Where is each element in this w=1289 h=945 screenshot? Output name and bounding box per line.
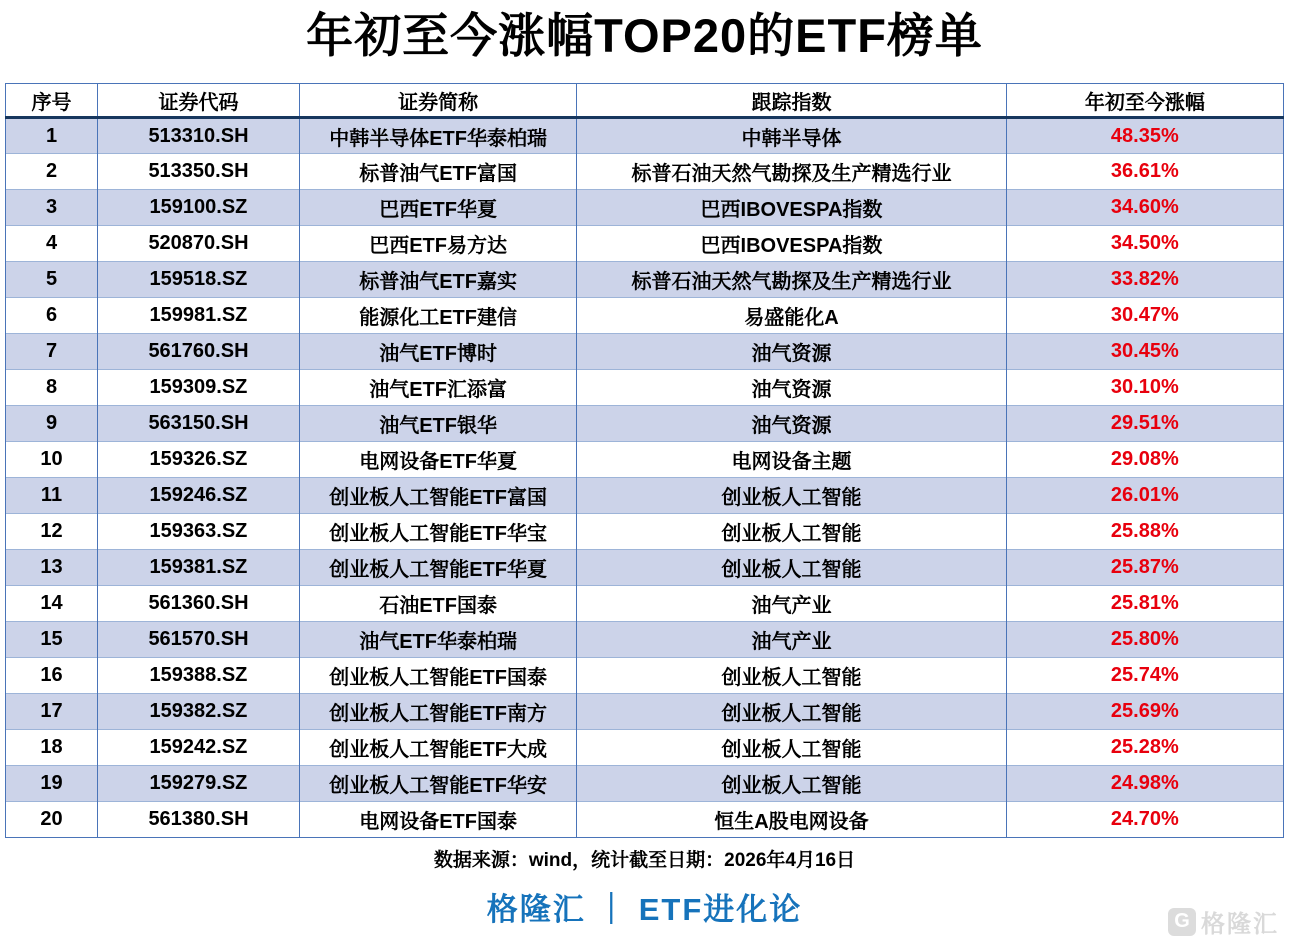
table-cell-r15-c4: 25.80% — [1006, 622, 1283, 658]
table-cell-r10-c2: 电网设备ETF华夏 — [299, 442, 576, 478]
table-row-20 — [6, 802, 1284, 838]
table-cell-r10-c4: 29.08% — [1006, 442, 1283, 478]
table-row-11 — [6, 478, 1284, 514]
table-cell-r3-c0: 3 — [6, 190, 98, 226]
table-cell-r8-c2: 油气ETF汇添富 — [299, 370, 576, 406]
table-cell-r1-c4: 48.35% — [1006, 118, 1283, 154]
table-cell-r18-c3: 创业板人工智能 — [577, 730, 1006, 766]
table-cell-r7-c3: 油气资源 — [577, 334, 1006, 370]
table-cell-r16-c3: 创业板人工智能 — [577, 658, 1006, 694]
gelonghui-watermark-text: 格隆汇 — [1201, 911, 1279, 938]
table-cell-r19-c2: 创业板人工智能ETF华安 — [299, 766, 576, 802]
brand-line — [0, 884, 1289, 929]
table-cell-r14-c4: 25.81% — [1006, 586, 1283, 622]
table-cell-r11-c4: 26.01% — [1006, 478, 1283, 514]
table-cell-r11-c0: 11 — [6, 478, 98, 514]
column-header-3: 跟踪指数 — [577, 84, 1006, 118]
table-row-16 — [6, 658, 1284, 694]
table-cell-r1-c2: 中韩半导体ETF华泰柏瑞 — [299, 118, 576, 154]
table-cell-r13-c0: 13 — [6, 550, 98, 586]
table-cell-r15-c2: 油气ETF华泰柏瑞 — [299, 622, 576, 658]
brand-separator: ｜ — [595, 892, 629, 928]
table-cell-r3-c1: 159100.SZ — [98, 190, 300, 226]
table-cell-r9-c0: 9 — [6, 406, 98, 442]
table-cell-r3-c3: 巴西IBOVESPA指数 — [577, 190, 1006, 226]
table-header-row — [6, 84, 1284, 118]
table-cell-r12-c0: 12 — [6, 514, 98, 550]
table-cell-r20-c0: 20 — [6, 802, 98, 838]
table-cell-r17-c2: 创业板人工智能ETF南方 — [299, 694, 576, 730]
table-cell-r6-c2: 能源化工ETF建信 — [299, 298, 576, 334]
table-cell-r9-c4: 29.51% — [1006, 406, 1283, 442]
table-row-13 — [6, 550, 1284, 586]
table-row-10 — [6, 442, 1284, 478]
brand-gelonghui: 格隆汇 — [486, 892, 586, 928]
table-cell-r6-c3: 易盛能化A — [577, 298, 1006, 334]
brand-etf-evolution: ETF进化论 — [638, 892, 803, 928]
gelonghui-watermark — [1168, 904, 1279, 939]
table-cell-r1-c3: 中韩半导体 — [577, 118, 1006, 154]
table-cell-r4-c1: 520870.SH — [98, 226, 300, 262]
table-cell-r15-c1: 561570.SH — [98, 622, 300, 658]
table-cell-r8-c3: 油气资源 — [577, 370, 1006, 406]
table-cell-r7-c0: 7 — [6, 334, 98, 370]
table-cell-r2-c2: 标普油气ETF富国 — [299, 154, 576, 190]
table-row-6 — [6, 298, 1284, 334]
table-cell-r10-c1: 159326.SZ — [98, 442, 300, 478]
table-cell-r7-c4: 30.45% — [1006, 334, 1283, 370]
table-cell-r18-c0: 18 — [6, 730, 98, 766]
table-cell-r12-c1: 159363.SZ — [98, 514, 300, 550]
table-cell-r11-c1: 159246.SZ — [98, 478, 300, 514]
table-cell-r2-c3: 标普石油天然气勘探及生产精选行业 — [577, 154, 1006, 190]
table-cell-r14-c0: 14 — [6, 586, 98, 622]
table-cell-r13-c4: 25.87% — [1006, 550, 1283, 586]
gelonghui-logo-icon: G — [1168, 908, 1196, 936]
table-row-5 — [6, 262, 1284, 298]
column-header-0: 序号 — [6, 84, 98, 118]
table-row-2 — [6, 154, 1284, 190]
table-row-15 — [6, 622, 1284, 658]
table-cell-r2-c1: 513350.SH — [98, 154, 300, 190]
table-cell-r6-c1: 159981.SZ — [98, 298, 300, 334]
table-cell-r17-c0: 17 — [6, 694, 98, 730]
table-cell-r17-c1: 159382.SZ — [98, 694, 300, 730]
table-cell-r13-c2: 创业板人工智能ETF华夏 — [299, 550, 576, 586]
table-cell-r5-c1: 159518.SZ — [98, 262, 300, 298]
table-cell-r20-c4: 24.70% — [1006, 802, 1283, 838]
table-cell-r16-c1: 159388.SZ — [98, 658, 300, 694]
table-row-17 — [6, 694, 1284, 730]
table-cell-r12-c4: 25.88% — [1006, 514, 1283, 550]
table-row-9 — [6, 406, 1284, 442]
column-header-2: 证券简称 — [299, 84, 576, 118]
table-cell-r13-c1: 159381.SZ — [98, 550, 300, 586]
table-row-14 — [6, 586, 1284, 622]
table-cell-r4-c0: 4 — [6, 226, 98, 262]
table-cell-r13-c3: 创业板人工智能 — [577, 550, 1006, 586]
table-cell-r10-c0: 10 — [6, 442, 98, 478]
table-cell-r4-c4: 34.50% — [1006, 226, 1283, 262]
table-cell-r14-c1: 561360.SH — [98, 586, 300, 622]
table-row-4 — [6, 226, 1284, 262]
table-cell-r18-c1: 159242.SZ — [98, 730, 300, 766]
table-cell-r7-c1: 561760.SH — [98, 334, 300, 370]
table-cell-r9-c1: 563150.SH — [98, 406, 300, 442]
table-cell-r4-c3: 巴西IBOVESPA指数 — [577, 226, 1006, 262]
etf-ranking-table — [5, 83, 1284, 838]
table-cell-r5-c2: 标普油气ETF嘉实 — [299, 262, 576, 298]
table-cell-r8-c0: 8 — [6, 370, 98, 406]
table-row-8 — [6, 370, 1284, 406]
table-cell-r20-c1: 561380.SH — [98, 802, 300, 838]
table-cell-r10-c3: 电网设备主题 — [577, 442, 1006, 478]
table-cell-r1-c1: 513310.SH — [98, 118, 300, 154]
table-cell-r2-c0: 2 — [6, 154, 98, 190]
table-row-3 — [6, 190, 1284, 226]
table-cell-r17-c3: 创业板人工智能 — [577, 694, 1006, 730]
table-cell-r5-c4: 33.82% — [1006, 262, 1283, 298]
table-cell-r5-c0: 5 — [6, 262, 98, 298]
data-source-note: 数据来源：wind，统计截至日期：2026年4月16日 — [433, 850, 856, 872]
table-cell-r5-c3: 标普石油天然气勘探及生产精选行业 — [577, 262, 1006, 298]
table-row-1 — [6, 118, 1284, 154]
table-cell-r19-c3: 创业板人工智能 — [577, 766, 1006, 802]
table-cell-r6-c0: 6 — [6, 298, 98, 334]
table-cell-r11-c2: 创业板人工智能ETF富国 — [299, 478, 576, 514]
table-cell-r20-c2: 电网设备ETF国泰 — [299, 802, 576, 838]
table-cell-r9-c3: 油气资源 — [577, 406, 1006, 442]
table-cell-r14-c2: 石油ETF国泰 — [299, 586, 576, 622]
table-cell-r18-c2: 创业板人工智能ETF大成 — [299, 730, 576, 766]
table-cell-r3-c4: 34.60% — [1006, 190, 1283, 226]
table-cell-r16-c2: 创业板人工智能ETF国泰 — [299, 658, 576, 694]
table-cell-r17-c4: 25.69% — [1006, 694, 1283, 730]
table-cell-r16-c0: 16 — [6, 658, 98, 694]
column-header-1: 证券代码 — [98, 84, 300, 118]
table-cell-r15-c0: 15 — [6, 622, 98, 658]
table-row-7 — [6, 334, 1284, 370]
table-row-19 — [6, 766, 1284, 802]
table-cell-r14-c3: 油气产业 — [577, 586, 1006, 622]
table-cell-r11-c3: 创业板人工智能 — [577, 478, 1006, 514]
table-row-18 — [6, 730, 1284, 766]
table-cell-r12-c2: 创业板人工智能ETF华宝 — [299, 514, 576, 550]
table-cell-r3-c2: 巴西ETF华夏 — [299, 190, 576, 226]
table-cell-r4-c2: 巴西ETF易方达 — [299, 226, 576, 262]
table-cell-r8-c1: 159309.SZ — [98, 370, 300, 406]
table-cell-r19-c1: 159279.SZ — [98, 766, 300, 802]
table-cell-r2-c4: 36.61% — [1006, 154, 1283, 190]
table-cell-r12-c3: 创业板人工智能 — [577, 514, 1006, 550]
table-cell-r15-c3: 油气产业 — [577, 622, 1006, 658]
table-cell-r20-c3: 恒生A股电网设备 — [577, 802, 1006, 838]
table-cell-r18-c4: 25.28% — [1006, 730, 1283, 766]
table-cell-r9-c2: 油气ETF银华 — [299, 406, 576, 442]
table-cell-r8-c4: 30.10% — [1006, 370, 1283, 406]
table-cell-r19-c4: 24.98% — [1006, 766, 1283, 802]
table-cell-r6-c4: 30.47% — [1006, 298, 1283, 334]
table-row-12 — [6, 514, 1284, 550]
column-header-4: 年初至今涨幅 — [1006, 84, 1283, 118]
page-title: 年初至今涨幅TOP20的ETF榜单 — [306, 9, 983, 62]
table-cell-r19-c0: 19 — [6, 766, 98, 802]
table-cell-r1-c0: 1 — [6, 118, 98, 154]
table-cell-r16-c4: 25.74% — [1006, 658, 1283, 694]
table-cell-r7-c2: 油气ETF博时 — [299, 334, 576, 370]
